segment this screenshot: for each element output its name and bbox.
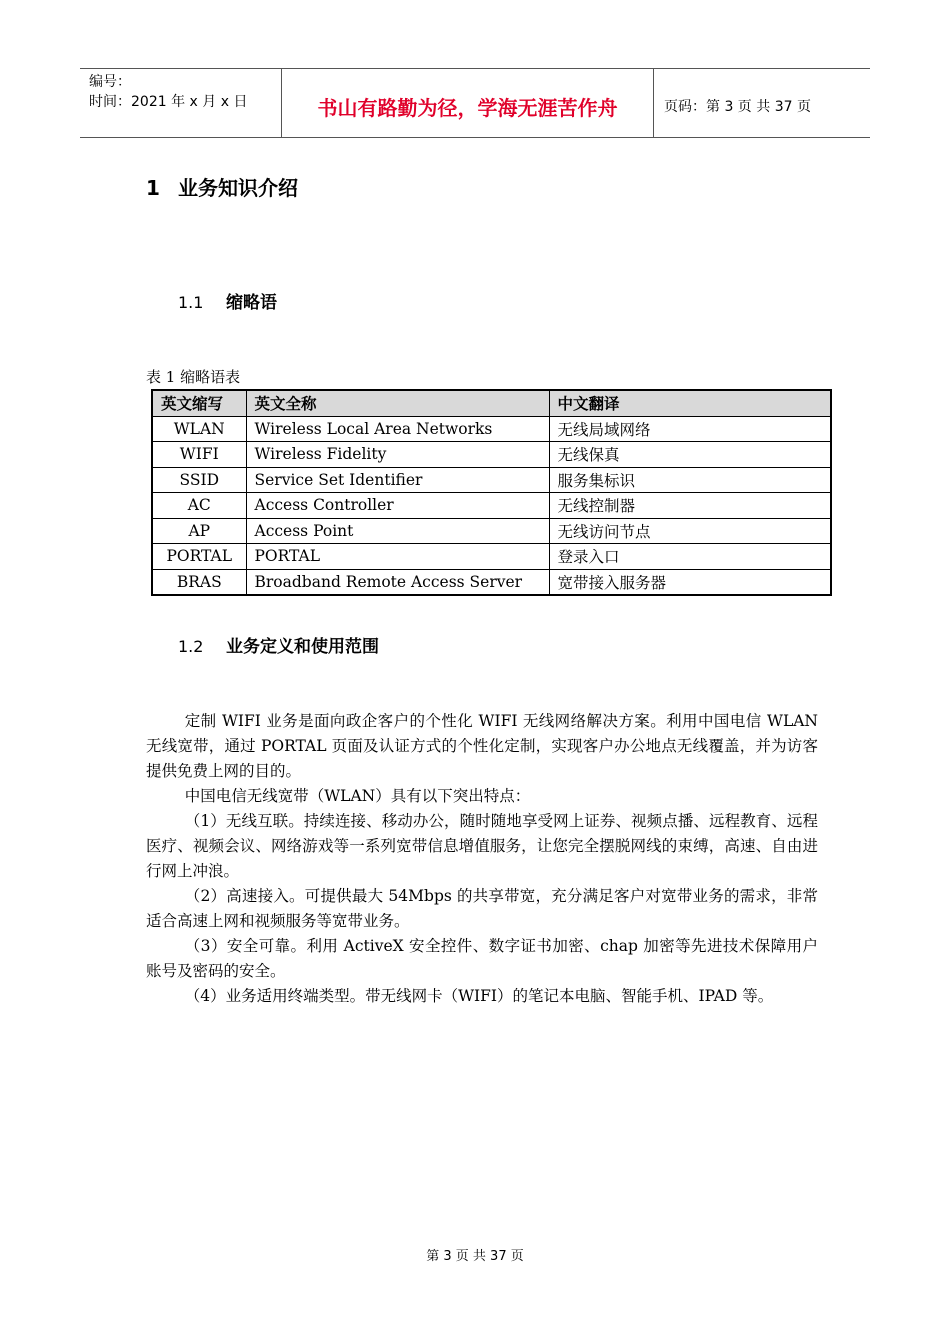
table-cell-abbr: WLAN	[152, 416, 246, 442]
table-caption: 表 1 缩略语表	[146, 368, 241, 386]
header-motto: 书山有路勤为径，学海无涯苦作舟	[282, 69, 654, 137]
section-1-title: 业务知识介绍	[178, 176, 298, 200]
header-page-info: 页码：第 3 页 共 37 页	[664, 99, 811, 115]
paragraph: 中国电信无线宽带（WLAN）具有以下突出特点：	[184, 787, 531, 805]
table-cell-full: Access Controller	[246, 493, 549, 519]
table-cell-full: Wireless Fidelity	[246, 442, 549, 468]
section-1-1-title: 缩略语	[226, 293, 277, 313]
table-cell-cn: 无线保真	[549, 442, 831, 468]
table-cell-cn: 无线访问节点	[549, 518, 831, 544]
header-number-label: 编号：	[89, 74, 131, 90]
header-meta	[80, 69, 282, 137]
abbreviation-table	[151, 389, 832, 596]
paragraph: （4）业务适用终端类型。带无线网卡（WIFI）的笔记本电脑、智能手机、IPAD 等。	[184, 987, 774, 1005]
paragraph: 定制 WIFI 业务是面向政企客户的个性化 WIFI 无线网络解决方案。利用中国电信 WLAN 无线宽带，通过 PORTAL 页面及认证方式的个性化定制，实现客户办公地点无线覆盖，并为访客提供免费上网的目的。	[146, 712, 818, 780]
paragraph: （3）安全可靠。利用 ActiveX 安全控件、数字证书加密、chap 加密等先进技术保障用户账号及密码的安全。	[146, 937, 818, 980]
table-cell-cn: 无线局域网络	[549, 416, 831, 442]
table-cell-abbr: PORTAL	[152, 544, 246, 570]
table-row	[152, 416, 831, 442]
table-header-cell: 中文翻译	[549, 390, 831, 416]
table-cell-abbr: AP	[152, 518, 246, 544]
page-footer: 第 3 页 共 37 页	[426, 1249, 524, 1264]
table-cell-abbr: BRAS	[152, 569, 246, 595]
table-header-row	[152, 390, 831, 416]
table-cell-cn: 服务集标识	[549, 467, 831, 493]
section-1-heading	[146, 172, 298, 201]
table-cell-cn: 登录入口	[549, 544, 831, 570]
table-row	[152, 518, 831, 544]
section-1-1-number: 1.1	[178, 293, 204, 312]
table-row	[152, 569, 831, 595]
table-cell-full: PORTAL	[246, 544, 549, 570]
section-1-2-number: 1.2	[178, 637, 204, 656]
table-cell-full: Service Set Identifier	[246, 467, 549, 493]
table-row	[152, 493, 831, 519]
page-header	[80, 68, 870, 138]
table-header-cell: 英文全称	[246, 390, 549, 416]
section-1-2-title: 业务定义和使用范围	[226, 637, 379, 657]
table-cell-abbr: SSID	[152, 467, 246, 493]
table-cell-full: Wireless Local Area Networks	[246, 416, 549, 442]
table-cell-full: Broadband Remote Access Server	[246, 569, 549, 595]
table-cell-abbr: WIFI	[152, 442, 246, 468]
table-row	[152, 442, 831, 468]
section-1-2-body	[146, 709, 818, 1009]
table-cell-cn: 宽带接入服务器	[549, 569, 831, 595]
section-1-1-heading	[178, 288, 277, 313]
table-row	[152, 544, 831, 570]
table-cell-cn: 无线控制器	[549, 493, 831, 519]
table-header-cell: 英文缩写	[152, 390, 246, 416]
table-cell-full: Access Point	[246, 518, 549, 544]
section-1-2-heading	[178, 632, 379, 657]
paragraph: （1）无线互联。持续连接、移动办公，随时随地享受网上证券、视频点播、远程教育、远程医疗、视频会议、网络游戏等一系列宽带信息增值服务，让您完全摆脱网线的束缚，高速、自由进行网上冲浪。	[146, 812, 818, 880]
table-cell-abbr: AC	[152, 493, 246, 519]
header-time-label: 时间：2021 年 x 月 x 日	[89, 94, 248, 110]
paragraph: （2）高速接入。可提供最大 54Mbps 的共享带宽，充分满足客户对宽带业务的需求，非常适合高速上网和视频服务等宽带业务。	[146, 887, 818, 930]
table-row	[152, 467, 831, 493]
section-1-number: 1	[146, 176, 160, 200]
